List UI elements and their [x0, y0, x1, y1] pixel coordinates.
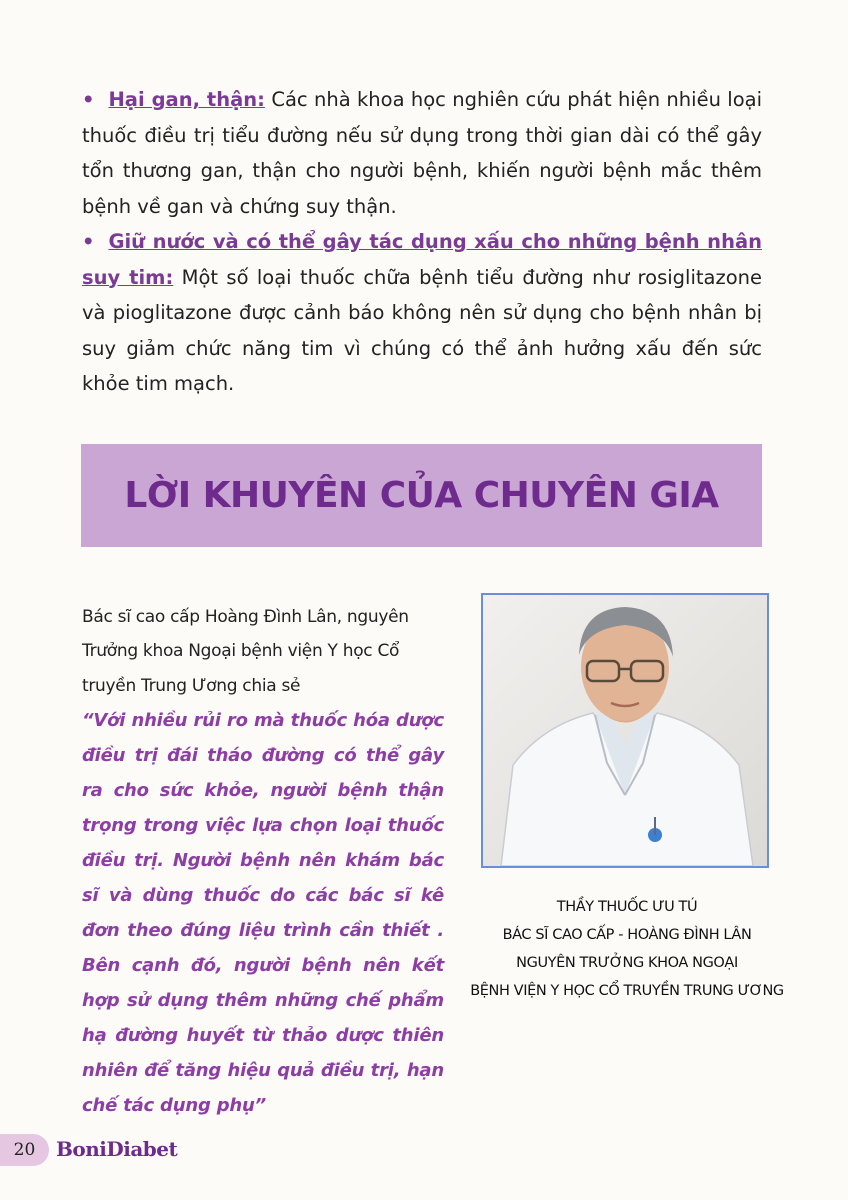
bullet-text: Một số loại thuốc chữa bệnh tiểu đường như rosiglitazone và pioglitazone được cảnh báo không nên sử dụng cho bệnh nhân bị suy giảm chức năng tim vì chúng có thể ảnh hưởng xấu đến sức khỏe tim mạch. [82, 265, 762, 395]
bullet-list [82, 82, 762, 402]
expert-intro [82, 600, 444, 703]
doctor-photo [481, 593, 769, 868]
expert-quote-column [82, 600, 444, 1123]
caption-line: NGUYÊN TRƯỞNG KHOA NGOẠI [516, 955, 738, 971]
expert-quote: “Với nhiều rủi ro mà thuốc hóa dược điều trị đái tháo đường có thể gây ra cho sức khỏe, người bệnh thận trọng trong việc lựa chọn loại thuốc điều trị. Người bệnh nên khám bác sĩ và dùng thuốc do các bác sĩ kê đơn theo đúng liệu trình cần thiết . Bên cạnh đó, người bệnh nên kết hợp sử dụng thêm những chế phẩm hạ đường huyết từ thảo dược thiên nhiên để tăng hiệu quả điều trị, hạn chế tác dụng phụ” [82, 710, 444, 1116]
bullet-dot: • [82, 88, 95, 111]
brand-name: BoniDiabet [56, 1137, 178, 1161]
bullet-item [82, 224, 762, 402]
bullet-dot: • [82, 230, 95, 253]
caption-line: THẦY THUỐC ƯU TÚ [556, 899, 698, 915]
caption-line: BỆNH VIỆN Y HỌC CỔ TRUYỀN TRUNG ƯƠNG [470, 983, 784, 999]
page-number: 20 [0, 1134, 49, 1166]
expert-intro-text: Bác sĩ cao cấp Hoàng Đình Lân, nguyên Trưởng khoa Ngoại bệnh viện Y học Cổ truyền Trung Ương chia sẻ [82, 607, 409, 696]
section-banner [81, 444, 762, 547]
caption-line: BÁC SĨ CAO CẤP - HOÀNG ĐÌNH LÂN [502, 927, 752, 943]
bullet-text: Các nhà khoa học nghiên cứu phát hiện nhiều loại thuốc điều trị tiểu đường nếu sử dụng trong thời gian dài có thể gây tổn thương gan, thận cho người bệnh, khiến người bệnh mắc thêm bệnh về gan và chứng suy thận. [82, 88, 762, 218]
section-title: LỜI KHUYÊN CỦA CHUYÊN GIA [124, 475, 719, 516]
bullet-item [82, 82, 762, 224]
bullet-heading: Hại gan, thận: [108, 88, 265, 111]
bullet-heading: Giữ nước và có thể gây tác dụng xấu cho những bệnh nhân suy tim: [82, 230, 762, 289]
doctor-portrait-illustration [483, 595, 767, 866]
photo-caption [462, 893, 792, 1005]
